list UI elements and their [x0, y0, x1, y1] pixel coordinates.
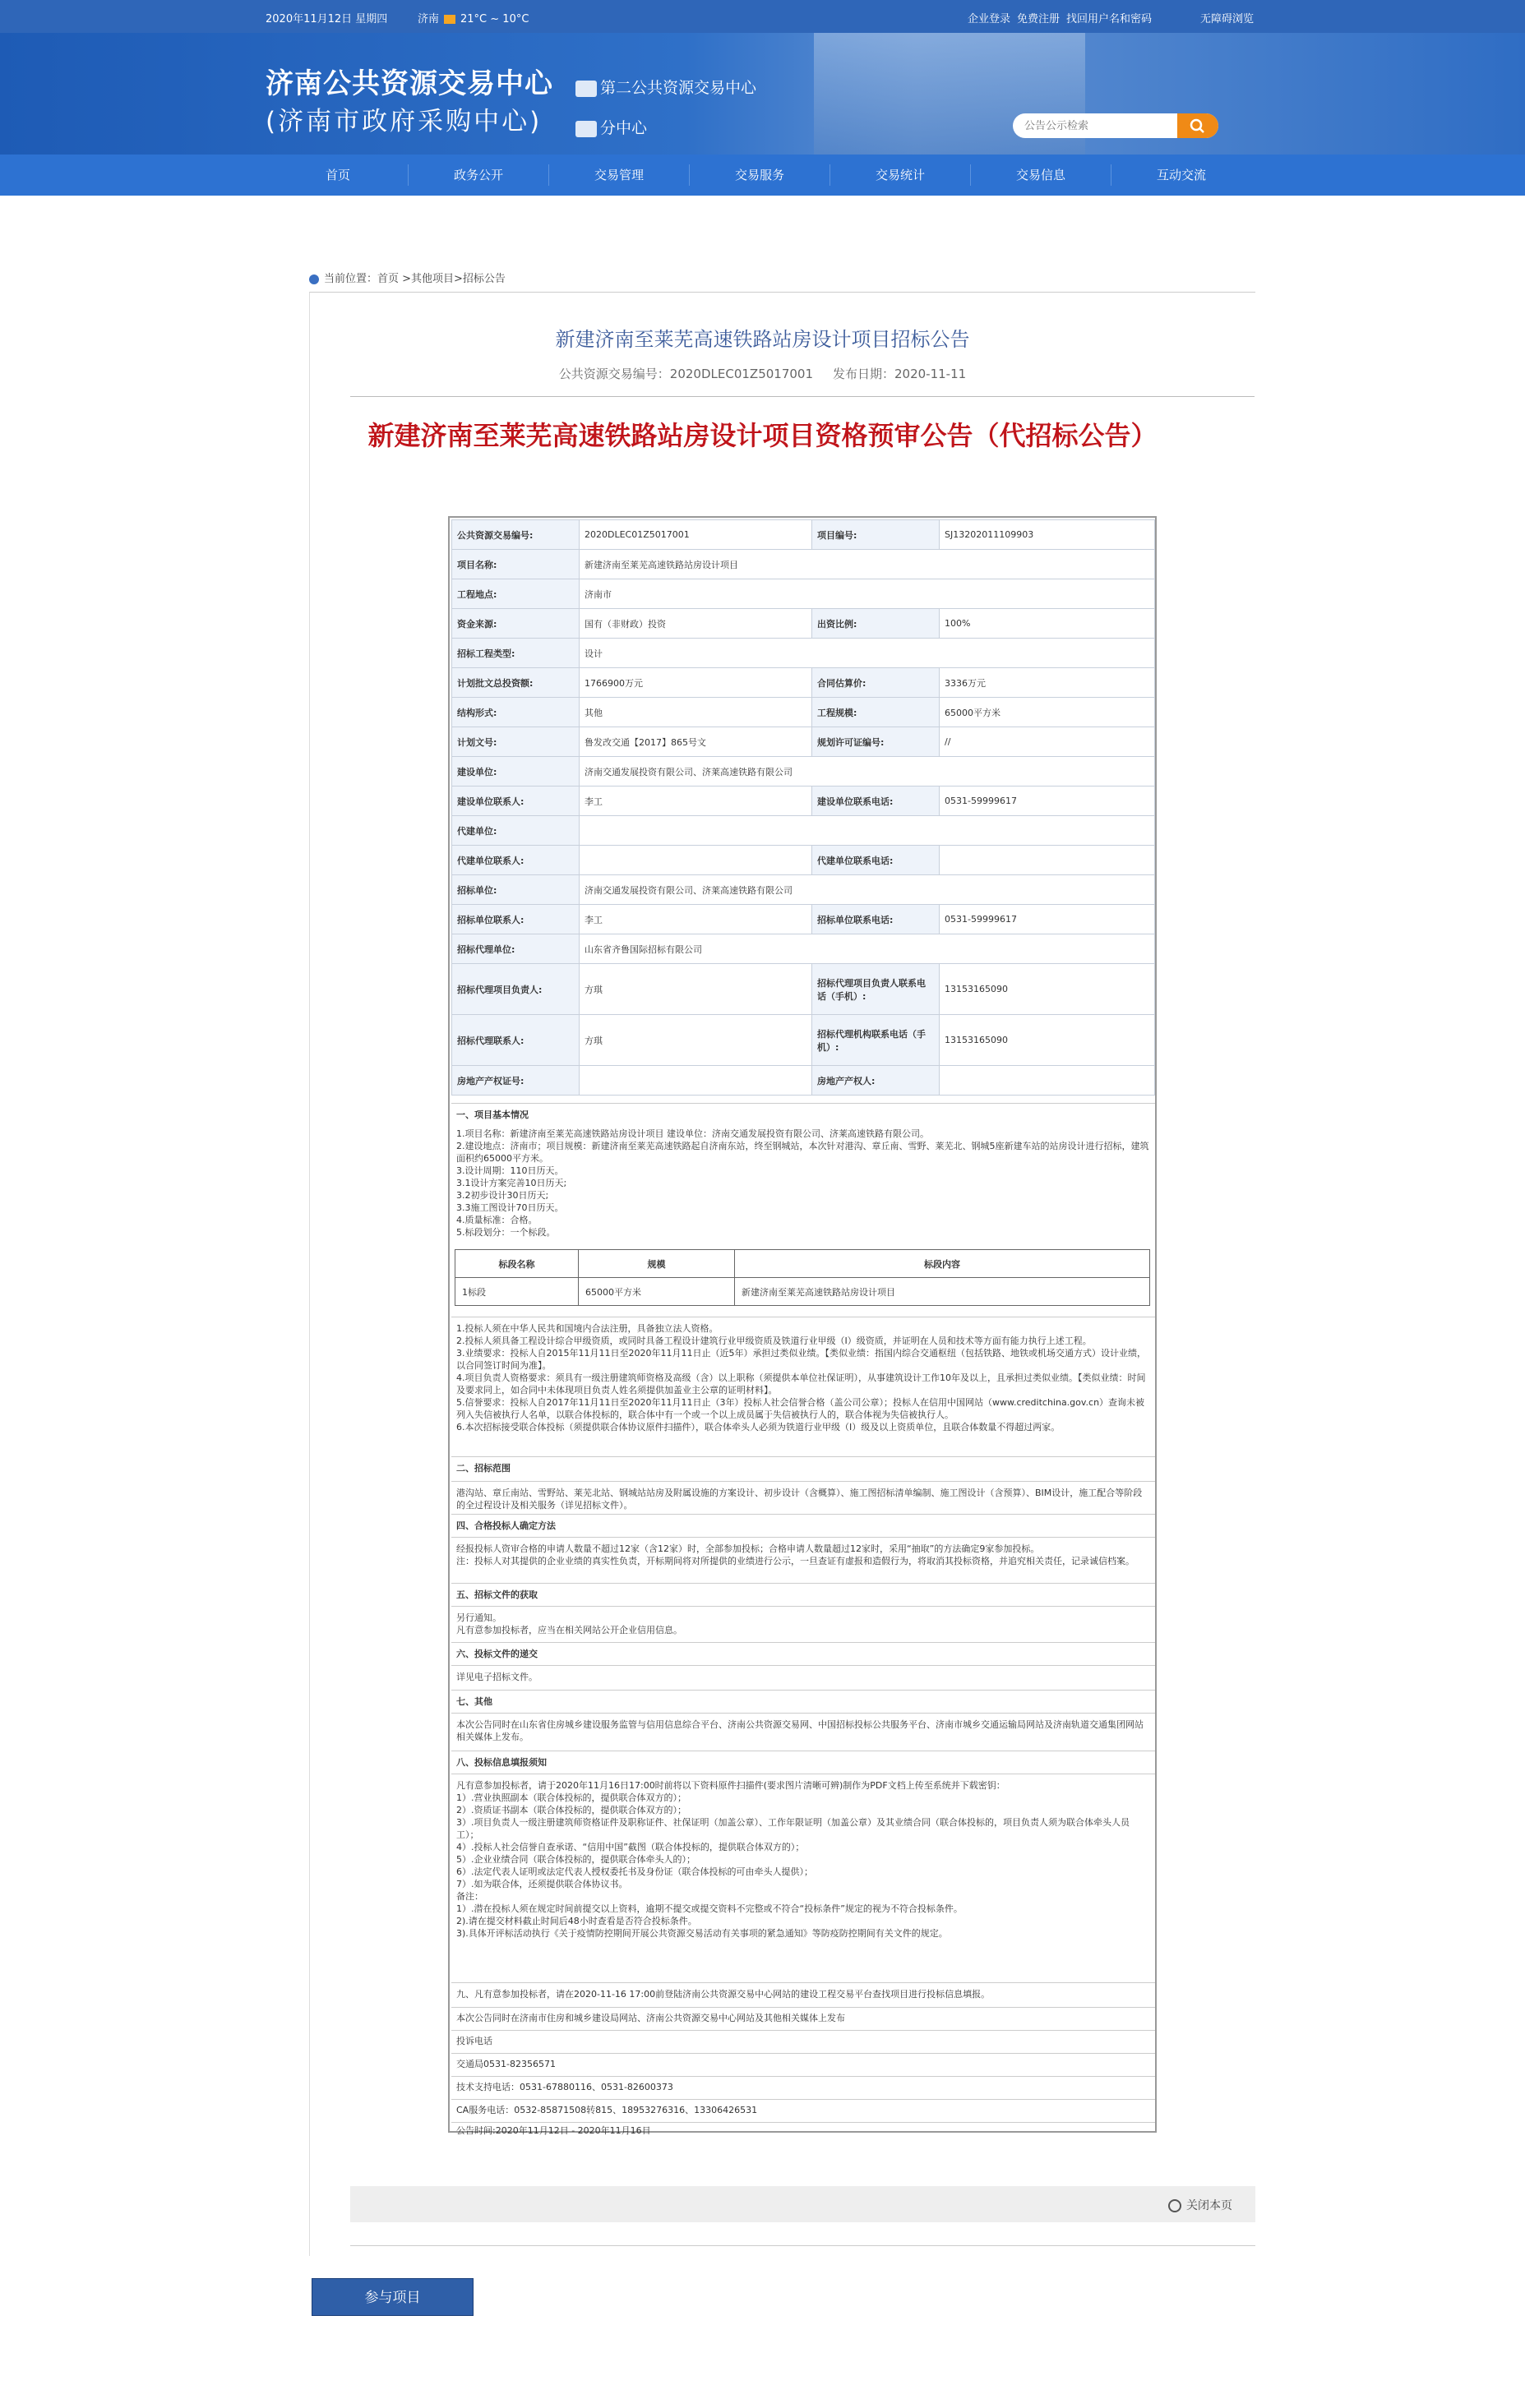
table-row [455, 1278, 1150, 1306]
section-heading: 七、其他 [456, 1696, 492, 1707]
footer-line: 投诉电话 [451, 2030, 1155, 2053]
paragraph: 1.项目名称：新建济南至莱芜高速铁路站房设计项目 建设单位：济南交通发展投资有限公司、济莱高速铁路有限公司。 [456, 1128, 929, 1139]
close-page-button[interactable]: 关闭本页 [1168, 2197, 1232, 2213]
paragraph: 1.投标人须在中华人民共和国境内合法注册，具备独立法人资格。 [456, 1323, 719, 1334]
table-row [452, 1015, 1155, 1066]
paragraph: 3.1设计方案完善10日历天; [456, 1178, 567, 1188]
table-row [452, 550, 1155, 579]
table-row [452, 964, 1155, 1015]
nav-trade-service[interactable]: 交易服务 [734, 168, 784, 182]
publish-date: 发布日期：2020-11-11 [833, 367, 967, 381]
section-heading: 一、项目基本情况 [456, 1109, 529, 1120]
table-row [452, 1066, 1155, 1096]
field-label: 招标代理联系人: [452, 1015, 580, 1066]
site-header [0, 33, 1525, 155]
divider [350, 396, 1255, 397]
paragraph: 1）.潜在投标人须在规定时间前提交以上资料，逾期不提交或提交资料不完整或不符合“投标条件”规定的视为不符合投标条件。 [456, 1903, 963, 1914]
field-value [580, 846, 812, 875]
field-label: 招标单位: [452, 875, 580, 905]
field-value: SJ13202011109903 [940, 520, 1155, 550]
footer-line: 技术支持电话：0531-67880116、0531-82600373 [451, 2076, 1155, 2099]
field-value: 65000平方米 [940, 698, 1155, 727]
section-submission-heading [451, 1642, 1155, 1665]
paragraph: 4.质量标准：合格。 [456, 1215, 538, 1225]
nav-trade-management[interactable]: 交易管理 [594, 168, 644, 182]
site-logo-subtitle: (济南市政府采购中心) [266, 107, 543, 136]
field-value: 济南交通发展投资有限公司、济莱高速铁路有限公司 [580, 875, 1155, 905]
field-label: 计划文号: [452, 727, 580, 757]
weather-icon [444, 15, 455, 24]
field-value: 济南交通发展投资有限公司、济莱高速铁路有限公司 [580, 757, 1155, 787]
section-heading: 八、投标信息填报须知 [456, 1757, 547, 1768]
section-heading: 六、投标文件的递交 [456, 1649, 538, 1659]
section-heading: 五、招标文件的获取 [456, 1589, 538, 1600]
paragraph: 5.信誉要求：投标人自2017年11月11日至2020年11月11日止（3年）投标人社会信誉合格（盖公司公章）；投标人在信用中国网站（www.creditchina.gov.cn）查询未被列入失信被执行人名单，以联合体投标的，联合体中有一个或一个以上成员属于失信被执行人的，联合体视为失信被执行人。 [456, 1397, 1145, 1420]
table-row [452, 609, 1155, 639]
section-selection-heading [451, 1514, 1155, 1537]
paragraph: 港沟站、章丘南站、雪野站、莱芜北站、钢城站站房及附属设施的方案设计、初步设计（含概算）、施工图招标清单编制、施工图设计（含预算）、BIM设计，施工配合等阶段的全过程设计及相关服务（详见招标文件）。 [456, 1488, 1143, 1511]
field-label: 公共资源交易编号: [452, 520, 580, 550]
table-row [452, 875, 1155, 905]
section-heading: 四、合格投标人确定方法 [456, 1520, 556, 1531]
field-label: 出资比例: [812, 609, 940, 639]
field-value: 0531-59999617 [940, 787, 1155, 816]
close-bar [350, 2186, 1255, 2222]
paragraph: 经报投标人资审合格的申请人数量不超过12家（含12家）时，全部参加投标；合格申请人数量超过12家时，采用“抽取”的方法确定9家参加投标。 [456, 1543, 1040, 1554]
accessibility-link[interactable]: 无障碍浏览 [1200, 13, 1255, 25]
field-label: 计划批文总投资额: [452, 668, 580, 698]
table-row [452, 905, 1155, 934]
table-cell: 1标段 [455, 1278, 579, 1306]
paragraph: 3.2初步设计30日历天; [456, 1190, 549, 1201]
field-value: 鲁发改交通【2017】865号文 [580, 727, 812, 757]
section-selection [451, 1537, 1155, 1583]
field-label: 代建单位联系电话: [812, 846, 940, 875]
field-label: 工程规模: [812, 698, 940, 727]
forgot-password-link[interactable]: 找回用户名和密码 [1066, 13, 1153, 25]
paragraph: 3.业绩要求：投标人自2015年11月11日至2020年11月11日止（近5年）承担过类似业绩。【类似业绩：指国内综合交通枢纽（包括铁路、地铁或机场交通方式）设计业绩，以合同签订时间为准】。 [456, 1348, 1146, 1371]
paragraph: 2).请在提交材料截止时间后48小时查看是否符合投标条件。 [456, 1916, 697, 1926]
article-meta [0, 365, 1525, 382]
field-label: 代建单位: [452, 816, 580, 846]
handshake-icon [575, 121, 597, 137]
paragraph: 详见电子招标文件。 [456, 1672, 538, 1682]
table-header-row [455, 1250, 1150, 1278]
breadcrumb: 当前位置：首页 >其他项目>招标公告 [309, 270, 506, 285]
close-icon [1168, 2199, 1181, 2212]
paragraph: 凡有意参加投标者，应当在相关网站公开企业信用信息。 [456, 1625, 682, 1635]
field-label: 房地产产权证号: [452, 1066, 580, 1096]
paragraph: 7）.如为联合体，还须提供联合体协议书。 [456, 1879, 628, 1889]
field-value: 山东省齐鲁国际招标有限公司 [580, 934, 1155, 964]
field-label: 项目名称: [452, 550, 580, 579]
paragraph: 另行通知。 [456, 1612, 501, 1623]
field-label: 建设单位联系电话: [812, 787, 940, 816]
article-title: 新建济南至莱芜高速铁路站房设计项目招标公告 [555, 328, 970, 351]
paragraph: 3.设计周期：110日历天。 [456, 1165, 564, 1176]
field-label: 招标代理项目负责人: [452, 964, 580, 1015]
table-row [452, 520, 1155, 550]
field-label: 合同估算价: [812, 668, 940, 698]
field-label: 建设单位联系人: [452, 787, 580, 816]
section-qualifications [451, 1317, 1155, 1456]
field-label: 招标单位联系电话: [812, 905, 940, 934]
section-registration-heading [451, 1751, 1155, 1774]
search-input[interactable] [1024, 118, 1164, 133]
field-label: 建设单位: [452, 757, 580, 787]
sub-center-link-1[interactable]: 第二公共资源交易中心 [575, 76, 756, 98]
register-link[interactable]: 免费注册 [1017, 13, 1061, 25]
announcement-headline: 新建济南至莱芜高速铁路站房设计项目资格预审公告（代招标公告） [367, 420, 1158, 451]
field-value [940, 1066, 1155, 1096]
paragraph: 备注： [456, 1891, 483, 1902]
user-links [968, 10, 1158, 25]
field-value [580, 816, 1155, 846]
location-icon [309, 274, 319, 284]
field-value [580, 1066, 812, 1096]
table-row [452, 757, 1155, 787]
table-row [452, 846, 1155, 875]
search-icon [1190, 118, 1206, 133]
city-text: 济南 [418, 13, 440, 25]
field-value: 13153165090 [940, 964, 1155, 1015]
table-row [452, 816, 1155, 846]
field-label: 招标单位联系人: [452, 905, 580, 934]
nav-trade-statistics[interactable]: 交易统计 [875, 168, 925, 182]
table-row [452, 787, 1155, 816]
paragraph: 九、凡有意参加投标者，请在2020-11-16 17:00前登陆济南公共资源交易中心网站的建设工程交易平台查找项目进行投标信息填报。 [456, 1989, 991, 2000]
paragraph: 6）.法定代表人证明或法定代表人授权委托书及身份证（联合体投标的可由牵头人提供）； [456, 1866, 813, 1877]
project-info-table [451, 519, 1155, 1096]
paragraph: 2）.资质证书副本（联合体投标的，提供联合体双方的）； [456, 1805, 686, 1815]
paragraph: 本次公告同时在山东省住房城乡建设服务监管与信用信息综合平台、济南公共资源交易网、中国招标投标公共服务平台、济南市城乡交通运输局网站及济南轨道交通集团网站相关媒体上发布。 [456, 1719, 1144, 1742]
paragraph: 4）.投标人社会信誉自查承诺、“信用中国”截图（联合体投标的，提供联合体双方的）； [456, 1842, 805, 1852]
field-label: 结构形式: [452, 698, 580, 727]
field-label: 房地产产权人: [812, 1066, 940, 1096]
paragraph: 4.项目负责人资格要求：须具有一级注册建筑师资格及高级（含）以上职称（须提供本单位社保证明），从事建筑设计工作10年及以上，且承担过类似业绩。【类似业绩：时间及要求同上，如合同中未体现项目负责人姓名须提供加盖业主公章的证明材料】。 [456, 1372, 1146, 1395]
top-bar [0, 0, 1525, 33]
paragraph: 3).具体开评标活动执行《关于疫情防控期间开展公共资源交易活动有关事项的紧急通知》等防疫防控期间有关文件的规定。 [456, 1928, 948, 1939]
column-header: 标段名称 [455, 1250, 579, 1278]
field-label: 代建单位联系人: [452, 846, 580, 875]
field-value: 1766900万元 [580, 668, 812, 698]
field-value: // [940, 727, 1155, 757]
table-row [452, 668, 1155, 698]
divider [350, 2245, 1255, 2246]
section-scope-heading [451, 1456, 1155, 1481]
section-scope [451, 1481, 1155, 1514]
section-basic-info [451, 1103, 1155, 1243]
field-value: 设计 [580, 639, 1155, 668]
section-documents [451, 1606, 1155, 1642]
table-row [452, 727, 1155, 757]
section-registration [451, 1774, 1155, 1982]
main-nav [0, 155, 1525, 196]
footer-line: 交通局0531-82356571 [451, 2053, 1155, 2076]
footer-line: CA服务电话：0532-85871508转815、18953276316、13306426531 [451, 2099, 1155, 2122]
section-other [451, 1713, 1155, 1751]
field-value: 李工 [580, 905, 812, 934]
section-heading: 二、招标范围 [456, 1463, 511, 1474]
paragraph: 3.3施工图设计70日历天。 [456, 1202, 564, 1213]
field-value: 李工 [580, 787, 812, 816]
field-value: 0531-59999617 [940, 905, 1155, 934]
table-cell: 65000平方米 [579, 1278, 735, 1306]
footer-line: 本次公告同时在济南市住房和城乡建设局网站、济南公共资源交易中心网站及其他相关媒体上发布 [451, 2007, 1155, 2030]
field-value: 13153165090 [940, 1015, 1155, 1066]
section-registration-deadline [451, 1982, 1155, 2007]
lots-table-wrap [450, 1249, 1155, 1315]
trade-code: 公共资源交易编号：2020DLEC01Z5017001 [558, 367, 813, 381]
temperature-text: 21°C ~ 10°C [460, 13, 529, 25]
paragraph: 凡有意参加投标者，请于2020年11月16日17:00时前将以下资料原件扫描件(要求图片清晰可辨)制作为PDF文档上传至系统并下载密钥： [456, 1780, 1005, 1791]
section-submission [451, 1665, 1155, 1690]
field-value: 3336万元 [940, 668, 1155, 698]
field-value: 100% [940, 609, 1155, 639]
field-label: 招标代理项目负责人联系电话（手机）: [812, 964, 940, 1015]
section-documents-heading [451, 1583, 1155, 1606]
paragraph: 3）.项目负责人一级注册建筑师资格证件及职称证件、社保证明（加盖公章）、工作年限证明（加盖公章）及其业绩合同（联合体投标的，项目负责人须为联合体牵头人员工）； [456, 1817, 1130, 1840]
sub-center-link-2[interactable]: 分中心 [575, 116, 647, 138]
field-label: 招标工程类型: [452, 639, 580, 668]
search-button[interactable] [1177, 113, 1218, 138]
paragraph: 5.标段划分：一个标段。 [456, 1227, 556, 1238]
site-logo-title[interactable]: 济南公共资源交易中心 [266, 67, 553, 100]
date-text: 2020年11月12日 星期四 [266, 13, 388, 25]
paragraph: 5）.企业业绩合同（联合体投标的，提供联合体牵头人的）； [456, 1854, 695, 1865]
field-label: 招标代理单位: [452, 934, 580, 964]
field-value: 济南市 [580, 579, 1155, 609]
paragraph: 1）.营业执照副本（联合体投标的，提供联合体双方的）； [456, 1792, 686, 1803]
paragraph: 6.本次招标接受联合体投标（须提供联合体协议原件扫描件），联合体牵头人必须为铁道行业甲级（I）级及以上资质单位，且联合体数量不得超过两家。 [456, 1422, 1061, 1432]
table-row [452, 639, 1155, 668]
table-row [452, 698, 1155, 727]
section-other-heading [451, 1690, 1155, 1713]
field-value [940, 846, 1155, 875]
paragraph: 2.投标人须具备工程设计综合甲级资质，或同时具备工程设计建筑行业甲级资质及铁道行业甲级（I）级资质，并证明在人员和技术等方面有能力执行上述工程。 [456, 1335, 1092, 1346]
field-value: 方琪 [580, 1015, 812, 1066]
field-label: 项目编号: [812, 520, 940, 550]
field-value: 国有（非财政）投资 [580, 609, 812, 639]
nav-trade-info[interactable]: 交易信息 [1015, 168, 1065, 182]
paragraph: 注：投标人对其提供的企业业绩的真实性负责，开标期间将对所提供的业绩进行公示，一旦查证有虚报和造假行为，将取消其投标资格，并追究相关责任，记录诚信档案。 [456, 1556, 1135, 1566]
table-row [452, 579, 1155, 609]
handshake-icon [575, 81, 597, 97]
field-label: 资金来源: [452, 609, 580, 639]
announcement-document [448, 516, 1157, 2136]
field-label: 工程地点: [452, 579, 580, 609]
weather [418, 10, 529, 25]
search-box [1013, 113, 1218, 138]
table-cell: 新建济南至莱芜高速铁路站房设计项目 [735, 1278, 1150, 1306]
field-value: 其他 [580, 698, 812, 727]
nav-home[interactable]: 首页 [325, 168, 350, 182]
field-label: 招标代理机构联系电话（手机）: [812, 1015, 940, 1066]
paragraph: 2.建设地点：济南市；项目规模：新建济南至莱芜高速铁路起自济南东站，终至钢城站，本次针对港沟、章丘南、雪野、莱芜北、钢城5座新建车站的站房设计进行招标，建筑面积约65000平方米。 [456, 1141, 1149, 1164]
field-label: 规划许可证编号: [812, 727, 940, 757]
nav-interaction[interactable]: 互动交流 [1156, 168, 1206, 182]
field-value: 2020DLEC01Z5017001 [580, 520, 812, 550]
table-row [452, 934, 1155, 964]
column-header: 规模 [579, 1250, 735, 1278]
login-link[interactable]: 企业登录 [968, 13, 1011, 25]
join-project-button[interactable]: 参与项目 [312, 2278, 474, 2316]
nav-government-affairs[interactable]: 政务公开 [453, 168, 503, 182]
column-header: 标段内容 [735, 1250, 1150, 1278]
field-value: 新建济南至莱芜高速铁路站房设计项目 [580, 550, 1155, 579]
lots-table [455, 1249, 1150, 1306]
field-value: 方琪 [580, 964, 812, 1015]
footer-line: 公告时间:2020年11月12日 - 2020年11月16日 [451, 2122, 1155, 2131]
